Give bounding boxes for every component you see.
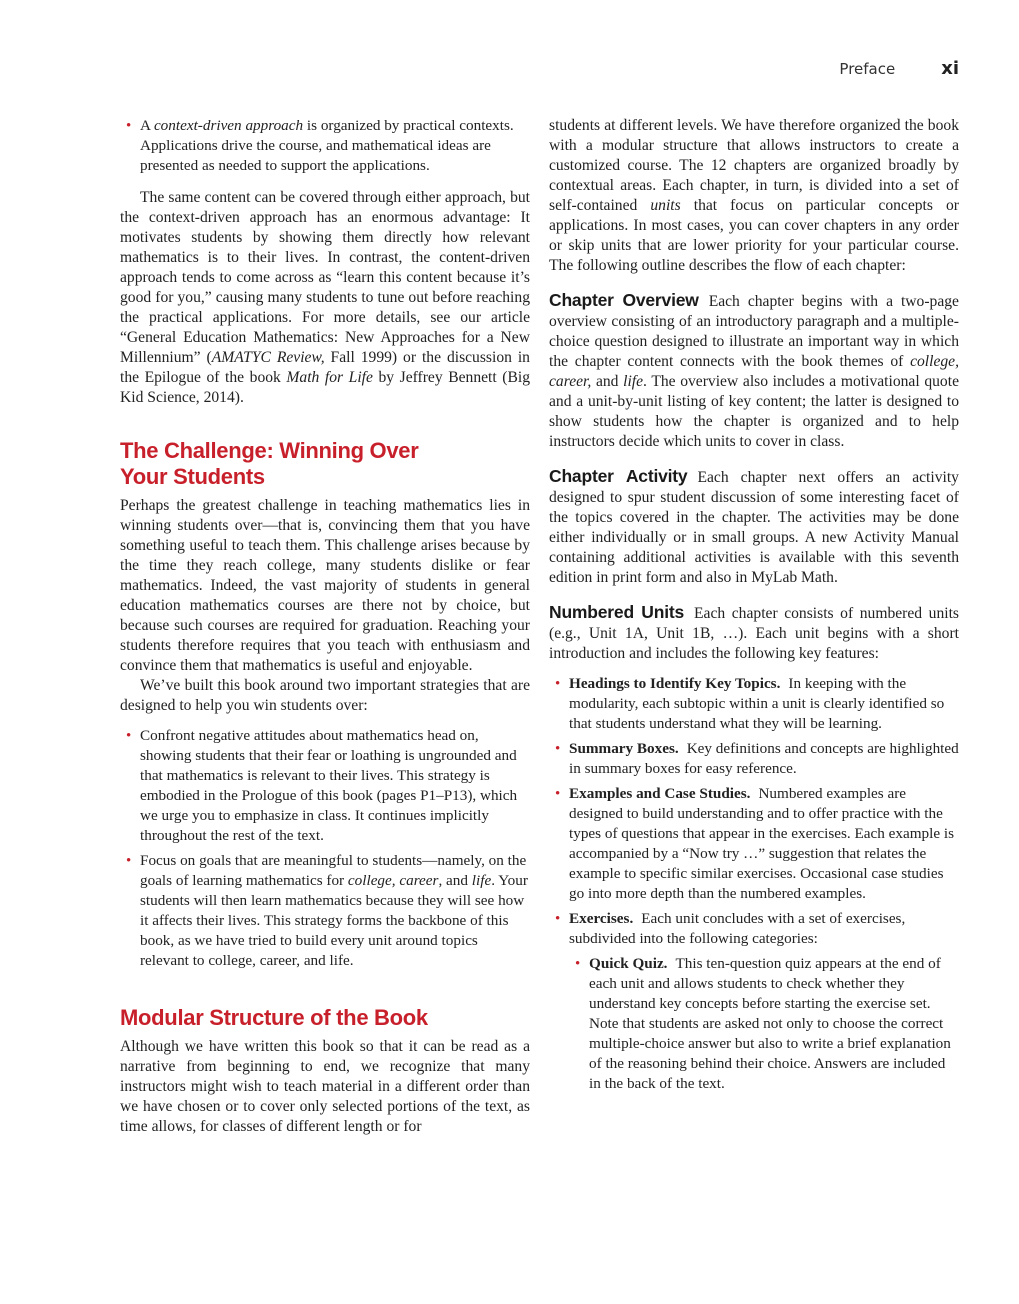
paragraph: We’ve built this book around two important strategies that are designed to help you win students over: — [120, 677, 530, 714]
left-column — [120, 116, 530, 1137]
run-in-heading: Chapter Activity — [549, 466, 688, 486]
section-heading-challenge: The Challenge: Winning Over Your Students — [120, 438, 419, 489]
list-item: • Focus on goals that are meaningful to students—namely, on the goals of learning mathematics for college, career, and life. Your students will then learn mathematics because they will see how it affects their lives. This strategy forms the backbone of this book, as we have tried to build every unit around topics relevant to college, career, and life. — [120, 851, 530, 971]
run-in-heading: Chapter Overview — [549, 290, 699, 310]
list-item: • Headings to Identify Key Topics. In keeping with the modularity, each subtopic within a unit is clearly identified so that students understand what they will be learning. — [549, 674, 959, 734]
exercise-categories-list — [569, 954, 959, 1094]
list-item: • Exercises. Each unit concludes with a set of exercises, subdivided into the following categories: — [549, 909, 959, 949]
running-head — [839, 58, 959, 79]
paragraph: The same content can be covered through either approach, but the context-driven approach has an enormous advantage: It motivates students by showing them directly how relevant mathematics is to their lives. In contrast, the content-driven approach tends to come across as “learn this content because it’s good for you,” causing many students to tune out before reaching the practical applications. For more details, see our article “General Education Mathematics: New Approaches for a New Millennium” (AMATYC Review, Fall 1999) or the discussion in the Epilogue of the book Math for Life by Jeffrey Bennett (Big Kid Science, 2014). — [120, 189, 531, 406]
page-number: xi — [941, 58, 959, 79]
list-item: • Confront negative attitudes about mathematics head on, showing students that their fear or loathing is ungrounded and that mathematics is relevant to their lives. This strategy is embodied in the Prologue of this book (pages P1–P13), which we urge you to emphasize in class. It continues implicitly throughout the rest of the text. — [120, 726, 530, 846]
features-list — [549, 674, 959, 949]
running-head-section: Preface — [839, 60, 896, 78]
list-item: • A context-driven approach is organized by practical contexts. Applications drive the course, and mathematical ideas are presented as needed to support the applications. — [120, 116, 530, 176]
chapter-activity-paragraph: Chapter Activity Each chapter next offers an activity designed to spur student discussion of some interesting facet of the topics covered in the chapter. The activities may be done either individually or in small groups. A new Activity Manual containing additional activities is available with this seventh edition in print form and also in MyLab Math. — [549, 466, 959, 586]
list-item: • Examples and Case Studies. Numbered examples are designed to build understanding and to offer practice with the types of questions that appear in the exercises. Each example is accompanied by a “Now try …” suggestion that relates the example to specific similar exercises. Occasional case studies go into more depth than the numbered examples. — [549, 784, 959, 904]
paragraph: Perhaps the greatest challenge in teaching mathematics lies in winning students over—that is, convincing them that you have something useful to teach them. This challenge arises because by the time they reach college, many students dislike or fear mathematics. Indeed, the vast majority of students in general education mathematics courses are there not by choice, but because such courses are required for graduation. Reaching your students therefore requires that you teach with enthusiasm and convince them that mathematics is useful and enjoyable. — [120, 497, 530, 674]
strategy-list — [120, 726, 530, 971]
numbered-units-paragraph: Numbered Units Each chapter consists of numbered units (e.g., Unit 1A, Unit 1B, …). Each unit begins with a short introduction and includes the following key features: — [549, 602, 959, 662]
list-item: • Quick Quiz. This ten-question quiz appears at the end of each unit and allows students to check whether they understand key concepts before starting the exercise set. Note that students are asked not only to choose the correct multiple-choice answer but also to write a brief explanation of the reasoning behind their choice. Answers are included in the back of the text. — [569, 954, 959, 1094]
paragraph: students at different levels. We have therefore organized the book with a modular structure that allows instructors to create a customized course. The 12 chapters are organized broadly by contextual areas. Each chapter, in turn, is divided into a set of self-contained units that focus on particular concepts or applications. In most cases, you can cover chapters in any order or skip units that are lower priority for your particular course. The following outline describes the flow of each chapter: — [549, 117, 959, 274]
section-heading-modular: Modular Structure of the Book — [120, 1005, 428, 1030]
right-column — [549, 116, 959, 1099]
paragraph: Although we have written this book so that it can be read as a narrative from beginning to end, we recognize that many instructors might wish to teach material in a different order than we have chosen or to cover only selected portions of the text, as time allows, for classes of different length or for — [120, 1038, 530, 1135]
run-in-heading: Numbered Units — [549, 602, 685, 622]
list-item: • Summary Boxes. Key definitions and concepts are highlighted in summary boxes for easy reference. — [549, 739, 959, 779]
intro-bullet-list — [120, 116, 530, 176]
chapter-overview-paragraph: Chapter Overview Each chapter begins with a two-page overview consisting of an introductory paragraph and a multiple-choice question designed to illustrate an important way in which the chapter content connects with the book themes of college, career, and life. The overview also includes a motivational quote and a unit-by-unit listing of key content; the latter is designed to show students how the chapter is organized and to help instructors decide which units to cover in class. — [549, 290, 959, 450]
